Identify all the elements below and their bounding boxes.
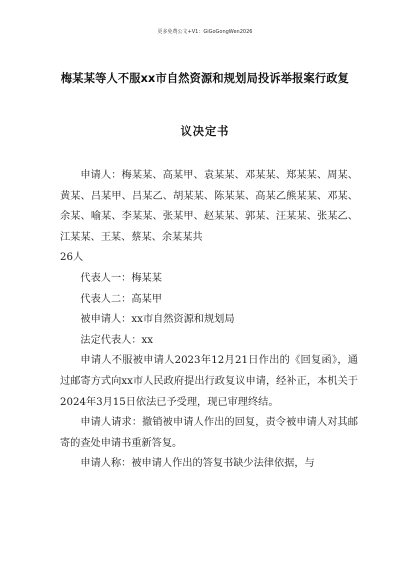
- request-paragraph: 申请人请求：撤销被申请人作出的回复，责令被申请人对其邮寄的查处申请书重新答复。: [60, 417, 358, 449]
- document-title-line-1: 梅某某等人不服xx市自然资源和规划局投诉举报案行政复: [60, 72, 350, 85]
- document-body: [60, 166, 358, 475]
- legal-representative: 法定代表人：xx: [80, 334, 154, 346]
- intro-paragraph: 申请人不服被申请人2023年12月21日作出的《回复函》，通过邮寄方式向xx市人民政府提出行政复议申请，经补正，本机关于2024年3月15日依法已予受理，现已审理终结。: [60, 355, 358, 408]
- applicants-paragraph: 申请人：梅某某、高某甲、袁某某、邓某某、郑某某、周某、黄某、吕某甲、吕某乙、胡某某、陈某某、高某乙熊某某、邓某、余某、喻某、李某某、张某甲、赵某某、郭某、汪某某、张某乙、江某某、王某、蔡某、余某某共: [60, 170, 358, 243]
- respondent: 被申请人：xx市自然资源和规划局: [80, 314, 235, 326]
- applicant-count: 26人: [60, 252, 84, 264]
- claims-paragraph: 申请人称：被申请人作出的答复书缺少法律依据，与: [80, 458, 315, 470]
- header-note: 更多免费公文+V1：GiGoGongWen2026: [157, 29, 253, 35]
- representative-one: 代表人一：梅某某: [80, 272, 162, 284]
- representative-two: 代表人二：高某甲: [80, 293, 162, 305]
- document-title-line-2: 议决定书: [180, 125, 230, 138]
